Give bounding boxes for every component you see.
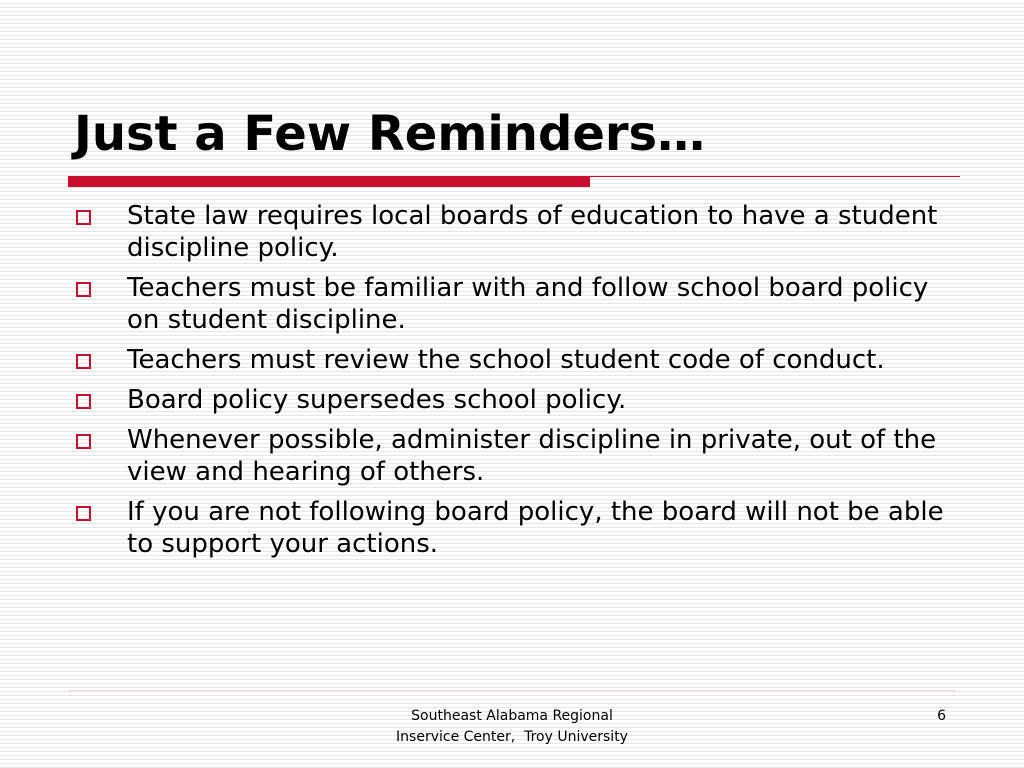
- bullet-item: [76, 384, 956, 416]
- bullet-text: State law requires local boards of education to have a student discipline policy.: [127, 201, 938, 263]
- bullet-item: [76, 424, 956, 488]
- bullet-text: If you are not following board policy, the board will not be able to support your actions.: [127, 497, 944, 559]
- square-bullet-icon: [76, 434, 91, 449]
- bullet-item: [76, 200, 956, 264]
- footer-line-2: Inservice Center, Troy University: [396, 729, 628, 745]
- footer-credit: [312, 706, 712, 748]
- bullet-text: Board policy supersedes school policy.: [127, 385, 627, 415]
- footer-divider: [68, 690, 956, 692]
- bullet-text: Teachers must be familiar with and follow school board policy on student discipline.: [127, 273, 929, 335]
- square-bullet-icon: [76, 506, 91, 521]
- bullet-list: [76, 200, 956, 568]
- bullet-text: Whenever possible, administer discipline in private, out of the view and hearing of others.: [127, 425, 937, 487]
- title-underline-thin: [590, 176, 960, 177]
- slide-number: 6: [937, 708, 946, 724]
- bullet-text: Teachers must review the school student code of conduct.: [127, 345, 885, 375]
- square-bullet-icon: [76, 394, 91, 409]
- square-bullet-icon: [76, 210, 91, 225]
- title-underline-thick: [68, 176, 590, 187]
- bullet-item: [76, 272, 956, 336]
- slide-title: Just a Few Reminders…: [74, 106, 706, 162]
- bullet-item: [76, 496, 956, 560]
- bullet-item: [76, 344, 956, 376]
- square-bullet-icon: [76, 354, 91, 369]
- footer-line-1: Southeast Alabama Regional: [411, 708, 613, 724]
- square-bullet-icon: [76, 282, 91, 297]
